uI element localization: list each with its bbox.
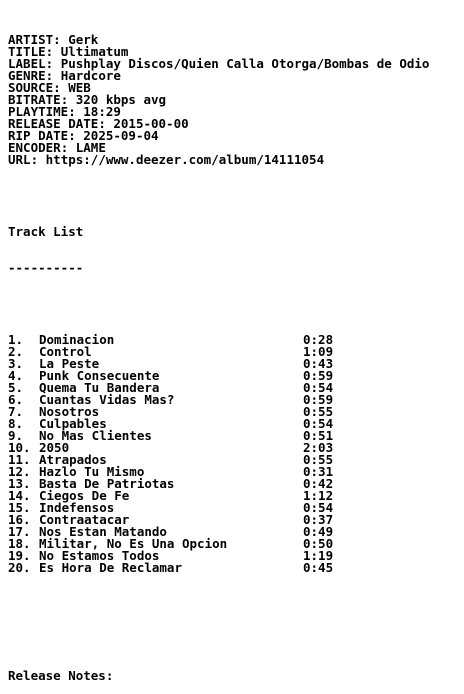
meta-separator: : [98,116,114,131]
track-time: 0:59 [303,392,334,407]
track-num: 17. [8,524,31,539]
track-row [8,430,460,442]
meta-key: TITLE [8,44,46,59]
track-row [8,562,460,574]
track-title: 2050 [39,440,70,455]
track-time: 1:19 [303,548,334,563]
meta-value: WEB [68,80,91,95]
meta-key: BITRATE [8,92,61,107]
meta-key: RELEASE DATE [8,116,99,131]
track-time: 0:55 [303,452,334,467]
meta-separator: : [60,140,76,155]
track-title: No Mas Clientes [39,428,152,443]
track-num: 1. [8,332,24,347]
track-time: 0:59 [303,368,334,383]
track-row [8,526,460,538]
metadata-block [8,34,460,166]
meta-key: LABEL [8,56,46,71]
meta-separator: : [68,128,84,143]
track-title: Cuantas Vidas Mas? [39,392,175,407]
track-title: Hazlo Tu Mismo [39,464,145,479]
track-row [8,538,460,550]
track-time: 0:54 [303,500,334,515]
track-time: 0:49 [303,524,334,539]
track-time: 0:55 [303,404,334,419]
track-num: 10. [8,440,31,455]
track-num: 18. [8,536,31,551]
track-num: 9. [8,428,24,443]
tracklist-heading: Track List [8,224,84,239]
meta-separator: : [45,56,61,71]
track-time: 0:37 [303,512,334,527]
track-num: 12. [8,464,31,479]
meta-separator: : [30,152,46,167]
meta-separator: : [53,32,69,47]
meta-value: 2015-00-00 [113,116,189,131]
track-num: 8. [8,416,24,431]
meta-separator: : [45,68,61,83]
track-num: 16. [8,512,31,527]
track-time: 0:54 [303,380,334,395]
meta-separator: : [45,44,61,59]
meta-value: 18:29 [83,104,121,119]
track-time: 0:45 [303,560,334,575]
track-num: 20. [8,560,31,575]
meta-line [8,154,460,166]
track-time: 0:43 [303,356,334,371]
track-title: Nos Estan Matando [39,524,167,539]
track-time: 0:28 [303,332,334,347]
meta-key: SOURCE [8,80,54,95]
track-num: 5. [8,380,24,395]
track-time: 0:54 [303,416,334,431]
meta-value: Hardcore [60,68,121,83]
meta-key: RIP DATE [8,128,69,143]
track-title: Militar, No Es Una Opcion [39,536,228,551]
track-time: 0:42 [303,476,334,491]
track-num: 7. [8,404,24,419]
track-title: Contraatacar [39,512,130,527]
meta-key: ARTIST [8,32,54,47]
meta-value: https://www.deezer.com/album/14111054 [45,152,325,167]
meta-key: GENRE [8,68,46,83]
track-title: Culpables [39,416,107,431]
nfo-document [8,10,460,694]
track-title: Basta De Patriotas [39,476,175,491]
track-num: 4. [8,368,24,383]
meta-value: Gerk [68,32,99,47]
meta-value: Pushplay Discos/Quien Calla Otorga/Bombas de Odio [60,56,430,71]
track-num: 2. [8,344,24,359]
track-num: 14. [8,488,31,503]
meta-key: URL [8,152,31,167]
track-title: Nosotros [39,404,100,419]
track-num: 11. [8,452,31,467]
track-title: Quema Tu Bandera [39,380,160,395]
track-title: Control [39,344,92,359]
track-num: 19. [8,548,31,563]
tracklist [8,334,460,574]
track-num: 3. [8,356,24,371]
meta-value: 2025-09-04 [83,128,159,143]
meta-separator: : [53,80,69,95]
track-title: Dominacion [39,332,115,347]
track-title: Es Hora De Reclamar [39,560,182,575]
track-title: Punk Consecuente [39,368,160,383]
track-row [8,550,460,562]
track-time: 0:31 [303,464,334,479]
track-time: 0:51 [303,428,334,443]
meta-value: 320 kbps avg [75,92,167,107]
track-title: No Estamos Todos [39,548,160,563]
tracklist-underline: ---------- [8,260,84,275]
track-title: La Peste [39,356,100,371]
track-title: Atrapados [39,452,107,467]
track-time: 0:50 [303,536,334,551]
meta-key: PLAYTIME [8,104,69,119]
track-time: 2:03 [303,440,334,455]
meta-key: ENCODER [8,140,61,155]
release-notes-heading: Release Notes: [8,668,114,683]
meta-separator: : [60,92,76,107]
track-time: 1:12 [303,488,334,503]
track-title: Indefensos [39,500,115,515]
track-title: Ciegos De Fe [39,488,130,503]
track-num: 13. [8,476,31,491]
track-num: 6. [8,392,24,407]
meta-value: LAME [75,140,106,155]
track-num: 15. [8,500,31,515]
meta-separator: : [68,104,84,119]
track-time: 1:09 [303,344,334,359]
meta-value: Ultimatum [60,44,129,59]
